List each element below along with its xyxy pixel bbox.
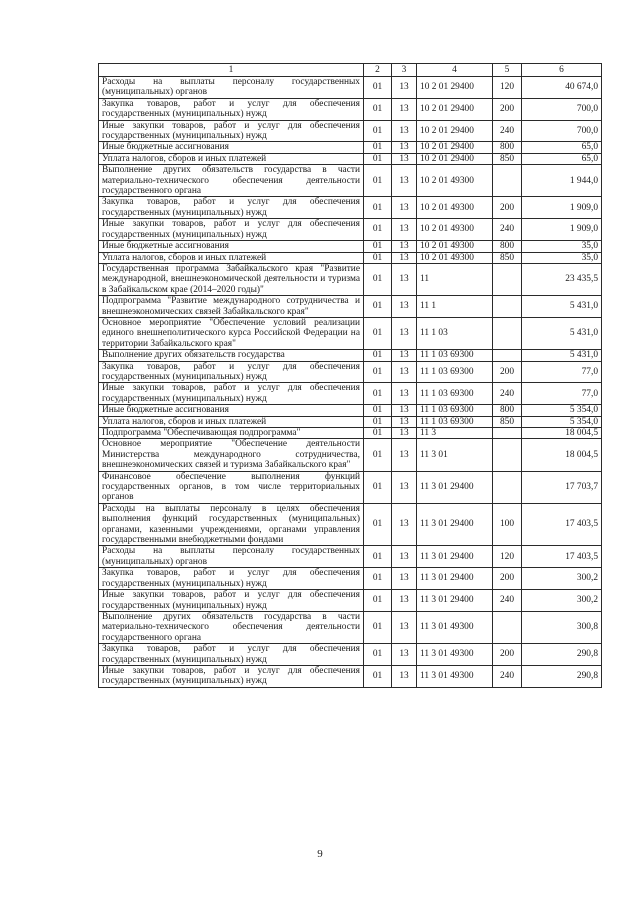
row-expense-type-cell bbox=[493, 296, 522, 318]
table-header-row bbox=[99, 64, 602, 77]
row-target-code-cell: 10 2 01 29400 bbox=[417, 142, 493, 153]
row-subsection-cell: 13 bbox=[392, 142, 417, 153]
row-expense-type-cell: 800 bbox=[493, 241, 522, 252]
header-col-6: 6 bbox=[522, 64, 602, 77]
row-section-cell: 01 bbox=[364, 428, 392, 439]
table-row bbox=[99, 383, 602, 405]
table-row bbox=[99, 439, 602, 471]
row-expense-type-cell bbox=[493, 471, 522, 503]
row-section-cell: 01 bbox=[364, 120, 392, 142]
row-target-code-cell: 11 1 03 69300 bbox=[417, 361, 493, 383]
row-name-cell: Расходы на выплаты персоналу в целях обеспечения выполнения функций государственных (муниципальных) органами, казенными учреждениями, органами управления государственными внебюджетными фондами bbox=[99, 503, 364, 546]
table-row bbox=[99, 546, 602, 568]
row-expense-type-cell: 800 bbox=[493, 405, 522, 416]
row-subsection-cell: 13 bbox=[392, 317, 417, 349]
row-section-cell: 01 bbox=[364, 361, 392, 383]
table-row bbox=[99, 120, 602, 142]
row-target-code-cell: 11 3 bbox=[417, 428, 493, 439]
row-amount-cell: 300,2 bbox=[522, 590, 602, 612]
row-section-cell: 01 bbox=[364, 439, 392, 471]
budget-table bbox=[98, 63, 602, 688]
header-col-1: 1 bbox=[99, 64, 364, 77]
row-name-cell: Выполнение других обязательств государства bbox=[99, 350, 364, 361]
row-expense-type-cell: 240 bbox=[493, 665, 522, 687]
row-subsection-cell: 13 bbox=[392, 568, 417, 590]
row-expense-type-cell: 850 bbox=[493, 153, 522, 164]
row-amount-cell: 77,0 bbox=[522, 383, 602, 405]
row-expense-type-cell: 200 bbox=[493, 644, 522, 666]
row-target-code-cell: 11 1 03 69300 bbox=[417, 350, 493, 361]
row-subsection-cell: 13 bbox=[392, 296, 417, 318]
row-target-code-cell: 10 2 01 29400 bbox=[417, 77, 493, 99]
row-section-cell: 01 bbox=[364, 350, 392, 361]
row-name-cell: Подпрограмма "Обеспечивающая подпрограмма" bbox=[99, 428, 364, 439]
row-expense-type-cell: 240 bbox=[493, 590, 522, 612]
row-section-cell: 01 bbox=[364, 219, 392, 241]
table-row bbox=[99, 665, 602, 687]
row-section-cell: 01 bbox=[364, 665, 392, 687]
row-name-cell: Иные бюджетные ассигнования bbox=[99, 241, 364, 252]
row-amount-cell: 5 354,0 bbox=[522, 416, 602, 427]
row-target-code-cell: 11 3 01 49300 bbox=[417, 665, 493, 687]
row-subsection-cell: 13 bbox=[392, 383, 417, 405]
page-number: 9 bbox=[317, 848, 323, 860]
row-section-cell: 01 bbox=[364, 197, 392, 219]
row-target-code-cell: 11 1 bbox=[417, 296, 493, 318]
table-row bbox=[99, 350, 602, 361]
row-section-cell: 01 bbox=[364, 77, 392, 99]
row-target-code-cell: 11 1 03 bbox=[417, 317, 493, 349]
table-row bbox=[99, 263, 602, 295]
row-amount-cell: 65,0 bbox=[522, 142, 602, 153]
row-section-cell: 01 bbox=[364, 263, 392, 295]
table-row bbox=[99, 98, 602, 120]
header-col-2: 2 bbox=[364, 64, 392, 77]
row-name-cell: Финансовое обеспечение выполнения функций государственных органов, в том числе территориальных органов bbox=[99, 471, 364, 503]
header-col-3: 3 bbox=[392, 64, 417, 77]
row-target-code-cell: 11 1 03 69300 bbox=[417, 383, 493, 405]
row-subsection-cell: 13 bbox=[392, 361, 417, 383]
row-subsection-cell: 13 bbox=[392, 120, 417, 142]
row-subsection-cell: 13 bbox=[392, 405, 417, 416]
row-amount-cell: 40 674,0 bbox=[522, 77, 602, 99]
table-body bbox=[99, 77, 602, 688]
row-name-cell: Расходы на выплаты персоналу государственных (муниципальных) органов bbox=[99, 546, 364, 568]
row-name-cell: Уплата налогов, сборов и иных платежей bbox=[99, 252, 364, 263]
row-subsection-cell: 13 bbox=[392, 503, 417, 546]
budget-table-container bbox=[98, 63, 601, 688]
row-expense-type-cell: 800 bbox=[493, 142, 522, 153]
row-name-cell: Иные бюджетные ассигнования bbox=[99, 142, 364, 153]
row-section-cell: 01 bbox=[364, 405, 392, 416]
table-row bbox=[99, 471, 602, 503]
row-amount-cell: 300,8 bbox=[522, 611, 602, 643]
row-amount-cell: 290,8 bbox=[522, 665, 602, 687]
row-name-cell: Закупка товаров, работ и услуг для обеспечения государственных (муниципальных) нужд bbox=[99, 197, 364, 219]
row-amount-cell: 23 435,5 bbox=[522, 263, 602, 295]
row-target-code-cell: 11 3 01 29400 bbox=[417, 546, 493, 568]
row-target-code-cell: 10 2 01 49300 bbox=[417, 241, 493, 252]
row-section-cell: 01 bbox=[364, 611, 392, 643]
row-subsection-cell: 13 bbox=[392, 197, 417, 219]
row-target-code-cell: 10 2 01 29400 bbox=[417, 153, 493, 164]
row-subsection-cell: 13 bbox=[392, 416, 417, 427]
header-col-5: 5 bbox=[493, 64, 522, 77]
row-name-cell: Выполнение других обязательств государства в части материально-технического обеспечения деятельности государственного органа bbox=[99, 611, 364, 643]
row-name-cell: Государственная программа Забайкальского края "Развитие международной, внешнеэкономической деятельности и туризма в Забайкальском крае (2014–2020 годы)" bbox=[99, 263, 364, 295]
header-col-4: 4 bbox=[417, 64, 493, 77]
row-subsection-cell: 13 bbox=[392, 165, 417, 197]
row-subsection-cell: 13 bbox=[392, 241, 417, 252]
row-expense-type-cell: 240 bbox=[493, 120, 522, 142]
table-row bbox=[99, 590, 602, 612]
row-amount-cell: 17 403,5 bbox=[522, 503, 602, 546]
row-name-cell: Основное мероприятие "Обеспечение деятельности Министерства международного сотрудничества, внешнеэкономических связей и туризма Забайкальского края" bbox=[99, 439, 364, 471]
row-section-cell: 01 bbox=[364, 568, 392, 590]
row-expense-type-cell: 200 bbox=[493, 98, 522, 120]
table-row bbox=[99, 317, 602, 349]
row-name-cell: Иные закупки товаров, работ и услуг для обеспечения государственных (муниципальных) нужд bbox=[99, 665, 364, 687]
row-expense-type-cell: 200 bbox=[493, 197, 522, 219]
row-amount-cell: 17 403,5 bbox=[522, 546, 602, 568]
row-section-cell: 01 bbox=[364, 142, 392, 153]
table-row bbox=[99, 416, 602, 427]
row-subsection-cell: 13 bbox=[392, 439, 417, 471]
row-amount-cell: 5 354,0 bbox=[522, 405, 602, 416]
row-expense-type-cell bbox=[493, 611, 522, 643]
row-amount-cell: 700,0 bbox=[522, 98, 602, 120]
row-section-cell: 01 bbox=[364, 98, 392, 120]
row-subsection-cell: 13 bbox=[392, 590, 417, 612]
row-section-cell: 01 bbox=[364, 383, 392, 405]
row-expense-type-cell: 200 bbox=[493, 568, 522, 590]
row-amount-cell: 5 431,0 bbox=[522, 350, 602, 361]
table-row bbox=[99, 611, 602, 643]
row-section-cell: 01 bbox=[364, 241, 392, 252]
row-target-code-cell: 10 2 01 29400 bbox=[417, 120, 493, 142]
table-row bbox=[99, 241, 602, 252]
row-expense-type-cell bbox=[493, 165, 522, 197]
table-row bbox=[99, 568, 602, 590]
row-name-cell: Подпрограмма "Развитие международного сотрудничества и внешнеэкономических связей Забайкальского края" bbox=[99, 296, 364, 318]
row-name-cell: Иные бюджетные ассигнования bbox=[99, 405, 364, 416]
table-row bbox=[99, 77, 602, 99]
row-name-cell: Уплата налогов, сборов и иных платежей bbox=[99, 416, 364, 427]
row-target-code-cell: 11 3 01 49300 bbox=[417, 644, 493, 666]
row-expense-type-cell: 120 bbox=[493, 546, 522, 568]
row-target-code-cell: 10 2 01 29400 bbox=[417, 98, 493, 120]
row-amount-cell: 18 004,5 bbox=[522, 439, 602, 471]
row-section-cell: 01 bbox=[364, 590, 392, 612]
row-expense-type-cell bbox=[493, 263, 522, 295]
row-amount-cell: 65,0 bbox=[522, 153, 602, 164]
row-target-code-cell: 11 1 03 69300 bbox=[417, 416, 493, 427]
row-expense-type-cell bbox=[493, 439, 522, 471]
table-row bbox=[99, 153, 602, 164]
row-section-cell: 01 bbox=[364, 317, 392, 349]
row-expense-type-cell: 100 bbox=[493, 503, 522, 546]
row-target-code-cell: 10 2 01 49300 bbox=[417, 165, 493, 197]
row-target-code-cell: 11 3 01 29400 bbox=[417, 568, 493, 590]
row-subsection-cell: 13 bbox=[392, 471, 417, 503]
row-target-code-cell: 11 3 01 29400 bbox=[417, 471, 493, 503]
row-target-code-cell: 11 bbox=[417, 263, 493, 295]
row-subsection-cell: 13 bbox=[392, 252, 417, 263]
row-target-code-cell: 11 3 01 29400 bbox=[417, 590, 493, 612]
row-expense-type-cell: 850 bbox=[493, 416, 522, 427]
row-name-cell: Расходы на выплаты персоналу государственных (муниципальных) органов bbox=[99, 77, 364, 99]
table-row bbox=[99, 361, 602, 383]
row-section-cell: 01 bbox=[364, 252, 392, 263]
table-row bbox=[99, 405, 602, 416]
table-row bbox=[99, 219, 602, 241]
row-name-cell: Основное мероприятие "Обеспечение условий реализации единого внешнеполитического курса Российской Федерации на территории Забайкальского края" bbox=[99, 317, 364, 349]
row-amount-cell: 18 004,5 bbox=[522, 428, 602, 439]
row-section-cell: 01 bbox=[364, 503, 392, 546]
row-expense-type-cell bbox=[493, 317, 522, 349]
row-subsection-cell: 13 bbox=[392, 77, 417, 99]
row-name-cell: Закупка товаров, работ и услуг для обеспечения государственных (муниципальных) нужд bbox=[99, 644, 364, 666]
row-expense-type-cell: 240 bbox=[493, 383, 522, 405]
row-expense-type-cell: 850 bbox=[493, 252, 522, 263]
row-section-cell: 01 bbox=[364, 644, 392, 666]
row-section-cell: 01 bbox=[364, 296, 392, 318]
row-name-cell: Закупка товаров, работ и услуг для обеспечения государственных (муниципальных) нужд bbox=[99, 361, 364, 383]
row-name-cell: Иные закупки товаров, работ и услуг для обеспечения государственных (муниципальных) нужд bbox=[99, 219, 364, 241]
row-section-cell: 01 bbox=[364, 165, 392, 197]
row-name-cell: Закупка товаров, работ и услуг для обеспечения государственных (муниципальных) нужд bbox=[99, 568, 364, 590]
row-amount-cell: 1 909,0 bbox=[522, 219, 602, 241]
row-name-cell: Уплата налогов, сборов и иных платежей bbox=[99, 153, 364, 164]
row-target-code-cell: 11 3 01 bbox=[417, 439, 493, 471]
row-amount-cell: 35,0 bbox=[522, 241, 602, 252]
row-subsection-cell: 13 bbox=[392, 428, 417, 439]
row-name-cell: Иные закупки товаров, работ и услуг для обеспечения государственных (муниципальных) нужд bbox=[99, 590, 364, 612]
row-amount-cell: 17 703,7 bbox=[522, 471, 602, 503]
row-expense-type-cell: 120 bbox=[493, 77, 522, 99]
row-subsection-cell: 13 bbox=[392, 219, 417, 241]
row-target-code-cell: 11 3 01 29400 bbox=[417, 503, 493, 546]
row-target-code-cell: 11 1 03 69300 bbox=[417, 405, 493, 416]
row-expense-type-cell bbox=[493, 428, 522, 439]
row-amount-cell: 5 431,0 bbox=[522, 317, 602, 349]
row-subsection-cell: 13 bbox=[392, 611, 417, 643]
table-row bbox=[99, 428, 602, 439]
row-amount-cell: 77,0 bbox=[522, 361, 602, 383]
table-row bbox=[99, 197, 602, 219]
row-amount-cell: 290,8 bbox=[522, 644, 602, 666]
table-row bbox=[99, 165, 602, 197]
row-name-cell: Выполнение других обязательств государства в части материально-технического обеспечения деятельности государственного органа bbox=[99, 165, 364, 197]
row-section-cell: 01 bbox=[364, 153, 392, 164]
row-target-code-cell: 11 3 01 49300 bbox=[417, 611, 493, 643]
row-amount-cell: 5 431,0 bbox=[522, 296, 602, 318]
row-amount-cell: 1 909,0 bbox=[522, 197, 602, 219]
row-subsection-cell: 13 bbox=[392, 665, 417, 687]
row-target-code-cell: 10 2 01 49300 bbox=[417, 252, 493, 263]
row-subsection-cell: 13 bbox=[392, 644, 417, 666]
row-name-cell: Иные закупки товаров, работ и услуг для обеспечения государственных (муниципальных) нужд bbox=[99, 383, 364, 405]
row-section-cell: 01 bbox=[364, 471, 392, 503]
row-subsection-cell: 13 bbox=[392, 98, 417, 120]
row-target-code-cell: 10 2 01 49300 bbox=[417, 197, 493, 219]
row-subsection-cell: 13 bbox=[392, 153, 417, 164]
row-amount-cell: 300,2 bbox=[522, 568, 602, 590]
row-section-cell: 01 bbox=[364, 546, 392, 568]
row-subsection-cell: 13 bbox=[392, 350, 417, 361]
table-row bbox=[99, 142, 602, 153]
row-subsection-cell: 13 bbox=[392, 263, 417, 295]
table-row bbox=[99, 296, 602, 318]
table-row bbox=[99, 252, 602, 263]
row-expense-type-cell: 240 bbox=[493, 219, 522, 241]
row-name-cell: Закупка товаров, работ и услуг для обеспечения государственных (муниципальных) нужд bbox=[99, 98, 364, 120]
row-subsection-cell: 13 bbox=[392, 546, 417, 568]
table-row bbox=[99, 503, 602, 546]
row-target-code-cell: 10 2 01 49300 bbox=[417, 219, 493, 241]
row-amount-cell: 35,0 bbox=[522, 252, 602, 263]
row-section-cell: 01 bbox=[364, 416, 392, 427]
row-expense-type-cell bbox=[493, 350, 522, 361]
row-expense-type-cell: 200 bbox=[493, 361, 522, 383]
table-row bbox=[99, 644, 602, 666]
row-amount-cell: 1 944,0 bbox=[522, 165, 602, 197]
row-amount-cell: 700,0 bbox=[522, 120, 602, 142]
row-name-cell: Иные закупки товаров, работ и услуг для обеспечения государственных (муниципальных) нужд bbox=[99, 120, 364, 142]
